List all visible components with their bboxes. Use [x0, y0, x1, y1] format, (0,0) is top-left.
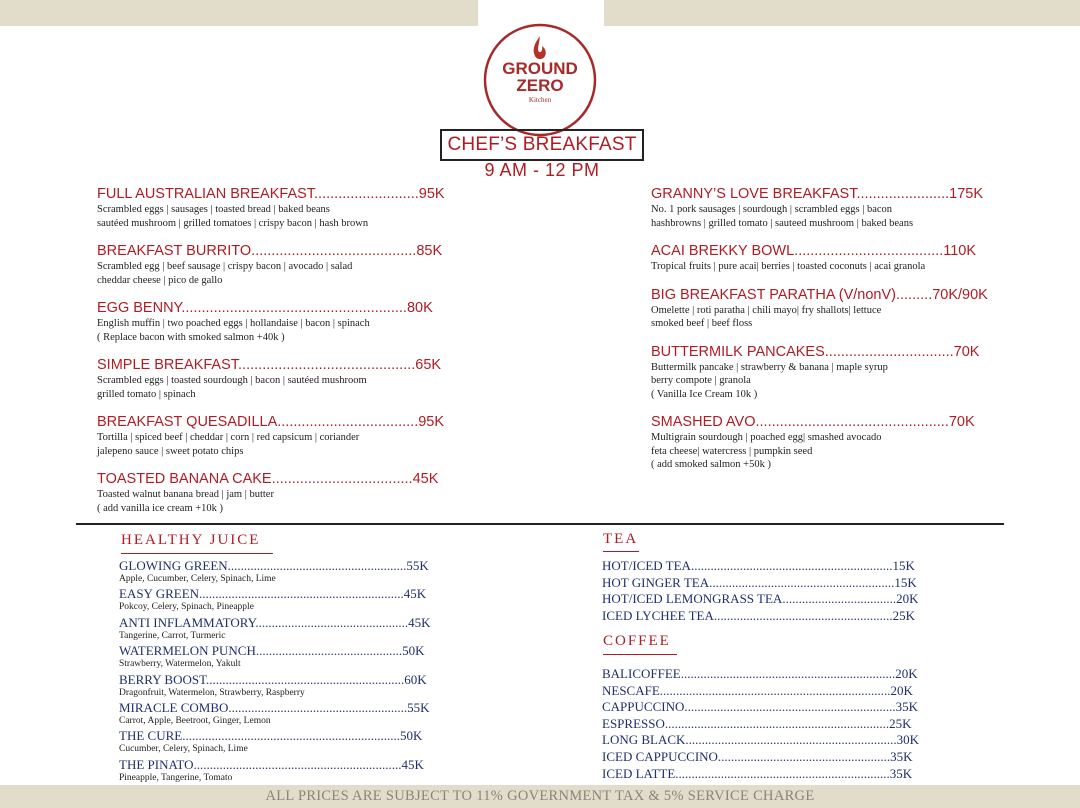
breakfast-item-name: BUTTERMILK PANCAKES................................70K: [651, 343, 980, 360]
breakfast-right-column: [651, 186, 988, 485]
juice-item-name: GLOWING GREEN.......................................................55K: [119, 558, 429, 573]
juice-title-rule: [121, 553, 273, 554]
breakfast-item-description: Scrambled egg | beef sausage | crispy bacon | avocado | salad: [97, 261, 353, 272]
tea-item: HOT GINGER TEA.........................................................15K: [602, 574, 917, 590]
juice-item: [119, 558, 431, 586]
breakfast-item-name: FULL AUSTRALIAN BREAKFAST..........................95K: [97, 186, 445, 202]
section-divider: [76, 523, 1004, 525]
juice-item-ingredients: Pineapple, Tangerine, Tomato: [119, 772, 233, 783]
breakfast-item-description: feta cheese| watercress | pumpkin seed: [651, 445, 813, 457]
logo-line1: GROUND: [502, 59, 578, 78]
coffee-item: ESPRESSO.....................................................................25K: [602, 715, 912, 731]
breakfast-item: [97, 243, 445, 287]
breakfast-item-name: SIMPLE BREAKFAST............................................65K: [97, 357, 442, 373]
coffee-item: NESCAFE.......................................................................20K: [602, 682, 913, 698]
breakfast-item-description: ( Vanilla Ice Cream 10k ): [651, 388, 758, 400]
breakfast-item-description: Omelette | roti paratha | chili mayo| fry shallots| lettuce: [651, 304, 882, 316]
tea-title-rule: [603, 551, 639, 552]
breakfast-item-name: GRANNY’S LOVE BREAKFAST.......................175K: [651, 186, 983, 202]
juice-item-ingredients: Carrot, Apple, Beetroot, Ginger, Lemon: [119, 715, 271, 726]
breakfast-item: [651, 287, 988, 331]
top-band-right: [604, 0, 1080, 26]
juice-item-ingredients: Apple, Cucumber, Celery, Spinach, Lime: [119, 574, 276, 584]
juice-item-ingredients: Pokcoy, Celery, Spinach, Pineapple: [119, 602, 254, 613]
breakfast-item: [97, 186, 445, 230]
serving-hours: 9 AM - 12 PM: [484, 160, 600, 180]
juice-item-ingredients: Tangerine, Carrot, Turmeric: [119, 630, 226, 641]
breakfast-item: [97, 357, 445, 401]
breakfast-item-description: No. 1 pork sausages | sourdough | scrambled eggs | bacon: [651, 204, 893, 215]
breakfast-item-description: Buttermilk pancake | strawberry & banana | maple syrup: [651, 361, 888, 373]
tea-item: ICED LYCHEE TEA.......................................................25K: [602, 607, 915, 623]
breakfast-item-description: Tropical fruits | pure acai| berries | toasted coconuts | acai granola: [651, 261, 926, 272]
coffee-item: BALICOFFEE..................................................................20K: [602, 666, 918, 681]
breakfast-item-name: BIG BREAKFAST PARATHA (V/nonV).........70K/90K: [651, 286, 988, 303]
coffee-item: ICED LATTE..................................................................35K: [602, 765, 913, 781]
juice-item: [119, 672, 431, 700]
juice-item-ingredients: Dragonfruit, Watermelon, Strawberry, Raspberry: [119, 687, 305, 698]
logo-line3: Kitchen: [528, 96, 552, 104]
juice-title: HEALTHY JUICE: [121, 532, 261, 548]
juice-item-name: MIRACLE COMBO.......................................................55K: [119, 699, 430, 715]
tea-list: [602, 558, 918, 624]
breakfast-item: [651, 186, 988, 230]
tea-title: TEA: [603, 531, 639, 547]
juice-item: [119, 643, 431, 671]
menu-title: CHEF’S BREAKFAST: [440, 129, 644, 161]
breakfast-item-description: grilled tomato | spinach: [97, 388, 196, 400]
coffee-title: COFFEE: [603, 633, 671, 649]
juice-item: [119, 586, 431, 614]
logo-line2: ZERO: [516, 76, 564, 95]
breakfast-item-description: jalepeno sauce | sweet potato chips: [97, 445, 244, 457]
breakfast-item: [97, 300, 445, 344]
breakfast-item-name: TOASTED BANANA CAKE...................................45K: [97, 471, 439, 487]
juice-item: [119, 615, 431, 643]
breakfast-left-column: [97, 186, 445, 528]
breakfast-item-description: ( add smoked salmon +50k ): [651, 459, 771, 470]
breakfast-item-description: smoked beef | beef floss: [651, 318, 753, 329]
breakfast-item: [651, 344, 988, 402]
juice-item-name: THE CURE...................................................................50K: [119, 728, 423, 744]
juice-item-name: WATERMELON PUNCH.............................................50K: [119, 643, 425, 659]
breakfast-item: [651, 243, 988, 274]
coffee-list: [602, 666, 919, 782]
tea-item: HOT/ICED TEA..............................................................15K: [602, 558, 915, 573]
breakfast-item-name: BREAKFAST QUESADILLA...................................95K: [97, 414, 445, 430]
breakfast-item: [97, 471, 445, 515]
breakfast-item-description: hashbrowns | grilled tomato | sauteed mushroom | baked beans: [651, 217, 914, 229]
juice-item-ingredients: Cucumber, Celery, Spinach, Lime: [119, 744, 248, 755]
breakfast-item-name: EGG BENNY........................................................80K: [97, 300, 433, 316]
juice-item-name: THE PINATO................................................................45K: [119, 756, 424, 772]
breakfast-item-description: ( add vanilla ice cream +10k ): [97, 502, 224, 514]
top-band-left: [0, 0, 478, 26]
juice-item: [119, 728, 431, 756]
coffee-item: LONG BLACK.................................................................30K: [602, 732, 920, 748]
breakfast-item-description: berry compote | granola: [651, 375, 751, 386]
juice-item-name: BERRY BOOST.............................................................60K: [119, 671, 427, 687]
coffee-item: ICED CAPPUCCINO.....................................................35K: [602, 748, 913, 764]
ground-zero-logo: [482, 22, 598, 138]
juice-list: [119, 558, 431, 785]
breakfast-item-name: SMASHED AVO................................................70K: [651, 414, 975, 430]
breakfast-item-description: Tortilla | spiced beef | cheddar | corn | red capsicum | coriander: [97, 432, 360, 443]
breakfast-item-description: ( Replace bacon with smoked salmon +40k ): [97, 331, 285, 343]
breakfast-item-name: ACAI BREKKY BOWL.....................................110K: [651, 243, 977, 259]
footer-note: ALL PRICES ARE SUBJECT TO 11% GOVERNMENT TAX & 5% SERVICE CHARGE: [0, 785, 1080, 808]
juice-item-ingredients: Strawberry, Watermelon, Yakult: [119, 659, 241, 670]
breakfast-item-description: Toasted walnut banana bread | jam | butter: [97, 489, 274, 500]
breakfast-item-name: BREAKFAST BURRITO.........................................85K: [97, 243, 443, 259]
breakfast-item: [651, 414, 988, 472]
juice-item-name: EASY GREEN...............................................................45K: [119, 586, 427, 602]
juice-item: [119, 757, 431, 785]
breakfast-item-description: Multigrain sourdough | poached egg| smashed avocado: [651, 432, 882, 443]
juice-item-name: ANTI INFLAMMATORY...............................................45K: [119, 614, 431, 630]
breakfast-item-description: sautéed mushroom | grilled tomatoes | crispy bacon | hash brown: [97, 217, 369, 229]
juice-item: [119, 700, 431, 728]
breakfast-item: [97, 414, 445, 458]
tea-item: HOT/ICED LEMONGRASS TEA...................................20K: [602, 591, 919, 607]
coffee-item: CAPPUCCINO.................................................................35K: [602, 699, 918, 715]
coffee-title-rule: [603, 654, 677, 655]
breakfast-item-description: cheddar cheese | pico de gallo: [97, 274, 223, 286]
breakfast-item-description: English muffin | two poached eggs | hollandaise | bacon | spinach: [97, 318, 370, 329]
breakfast-item-description: Scrambled eggs | toasted sourdough | bacon | sautéed mushroom: [97, 375, 367, 386]
breakfast-item-description: Scrambled eggs | sausages | toasted bread | baked beans: [97, 204, 330, 215]
